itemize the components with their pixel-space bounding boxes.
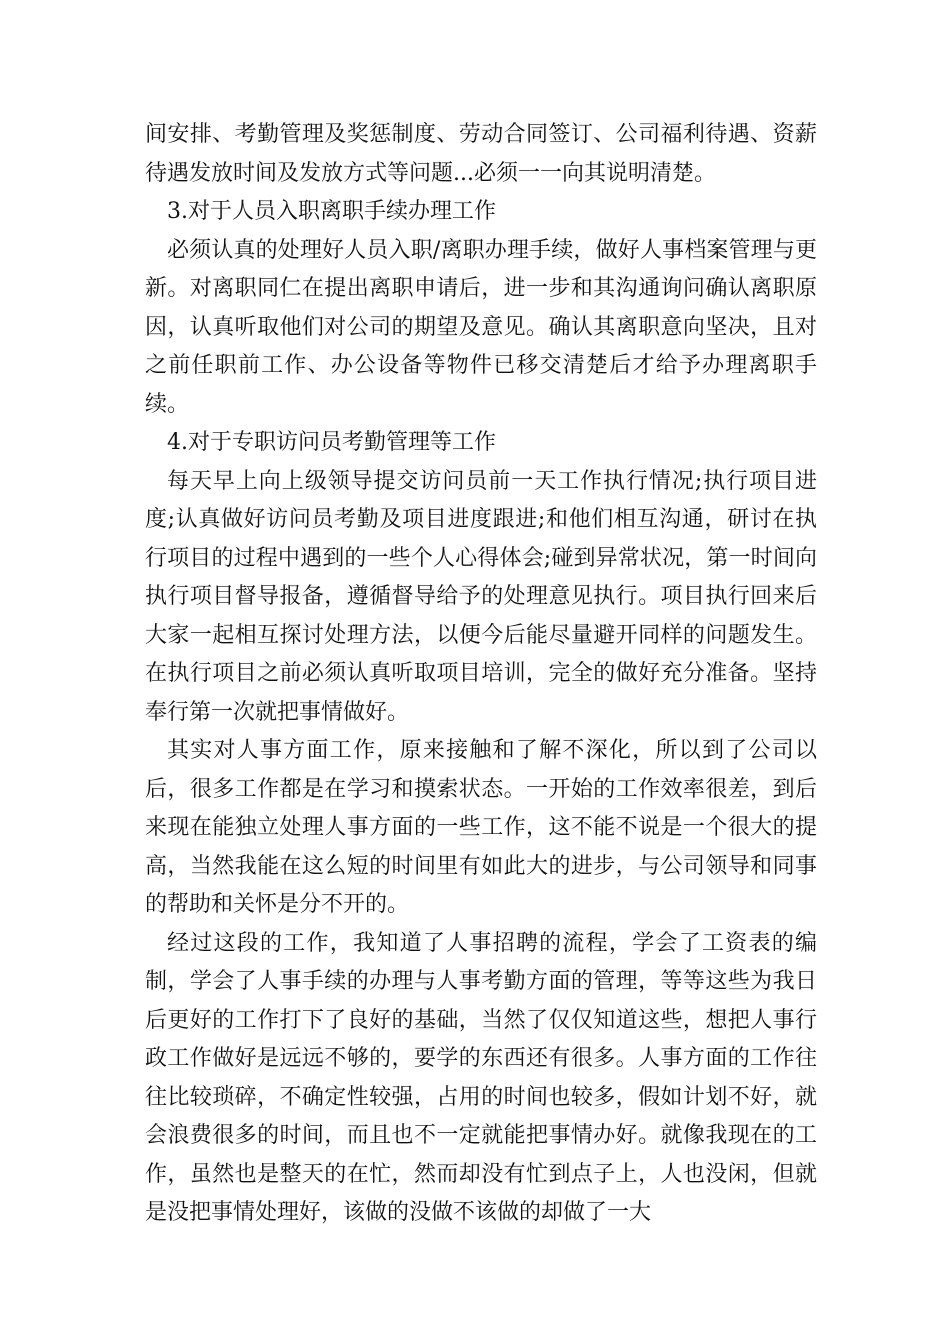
- section-heading-4: 4.对于专职访问员考勤管理等工作: [167, 430, 496, 455]
- section-heading-3: 3.对于人员入职离职手续办理工作: [167, 199, 496, 224]
- paragraph-continuation: 间安排、考勤管理及奖惩制度、劳动合同签订、公司福利待遇、资薪待遇发放时间及发放方式等问题...必须一一向其说明清楚。: [145, 122, 817, 186]
- paragraph-hr-learning: 其实对人事方面工作，原来接触和了解不深化，所以到了公司以后，很多工作都是在学习和摸索状态。一开始的工作效率很差，到后来现在能独立处理人事方面的一些工作，这不能不说是一个很大的提高，当然我能在这么短的时间里有如此大的进步，与公司领导和同事的帮助和关怀是分不开的。: [145, 738, 817, 917]
- paragraph-work-experience: 经过这段的工作，我知道了人事招聘的流程，学会了工资表的编制，学会了人事手续的办理与人事考勤方面的管理，等等这些为我日后更好的工作打下了良好的基础，当然了仅仅知道这些，想把人事行政工作做好是远远不够的，要学的东西还有很多。人事方面的工作往往比较琐碎，不确定性较强，占用的时间也较多，假如计划不好，就会浪费很多的时间，而且也不一定就能把事情办好。就像我现在的工作，虽然也是整天的在忙，然而却没有忙到点子上，人也没闲，但就是没把事情处理好，该做的没做不该做的却做了一大: [145, 930, 817, 1225]
- paragraph-onboarding-offboarding: 必须认真的处理好人员入职/离职办理手续，做好人事档案管理与更新。对离职同仁在提出离职申请后，进一步和其沟通询问确认离职原因，认真听取他们对公司的期望及意见。确认其离职意向坚决，且对之前任职前工作、办公设备等物件已移交清楚后才给予办理离职手续。: [145, 237, 817, 417]
- paragraph-interviewer-attendance: 每天早上向上级领导提交访问员前一天工作执行情况;执行项目进度;认真做好访问员考勤及项目进度跟进;和他们相互沟通，研讨在执行项目的过程中遇到的一些个人心得体会;碰到异常状况，第一时间向执行项目督导报备，遵循督导给予的处理意见执行。项目执行回来后大家一起相互探讨处理方法，以便今后能尽量避开同样的问题发生。在执行项目之前必须认真听取项目培训，完全的做好充分准备。坚持奉行第一次就把事情做好。: [145, 468, 817, 725]
- document-body: [145, 116, 817, 1233]
